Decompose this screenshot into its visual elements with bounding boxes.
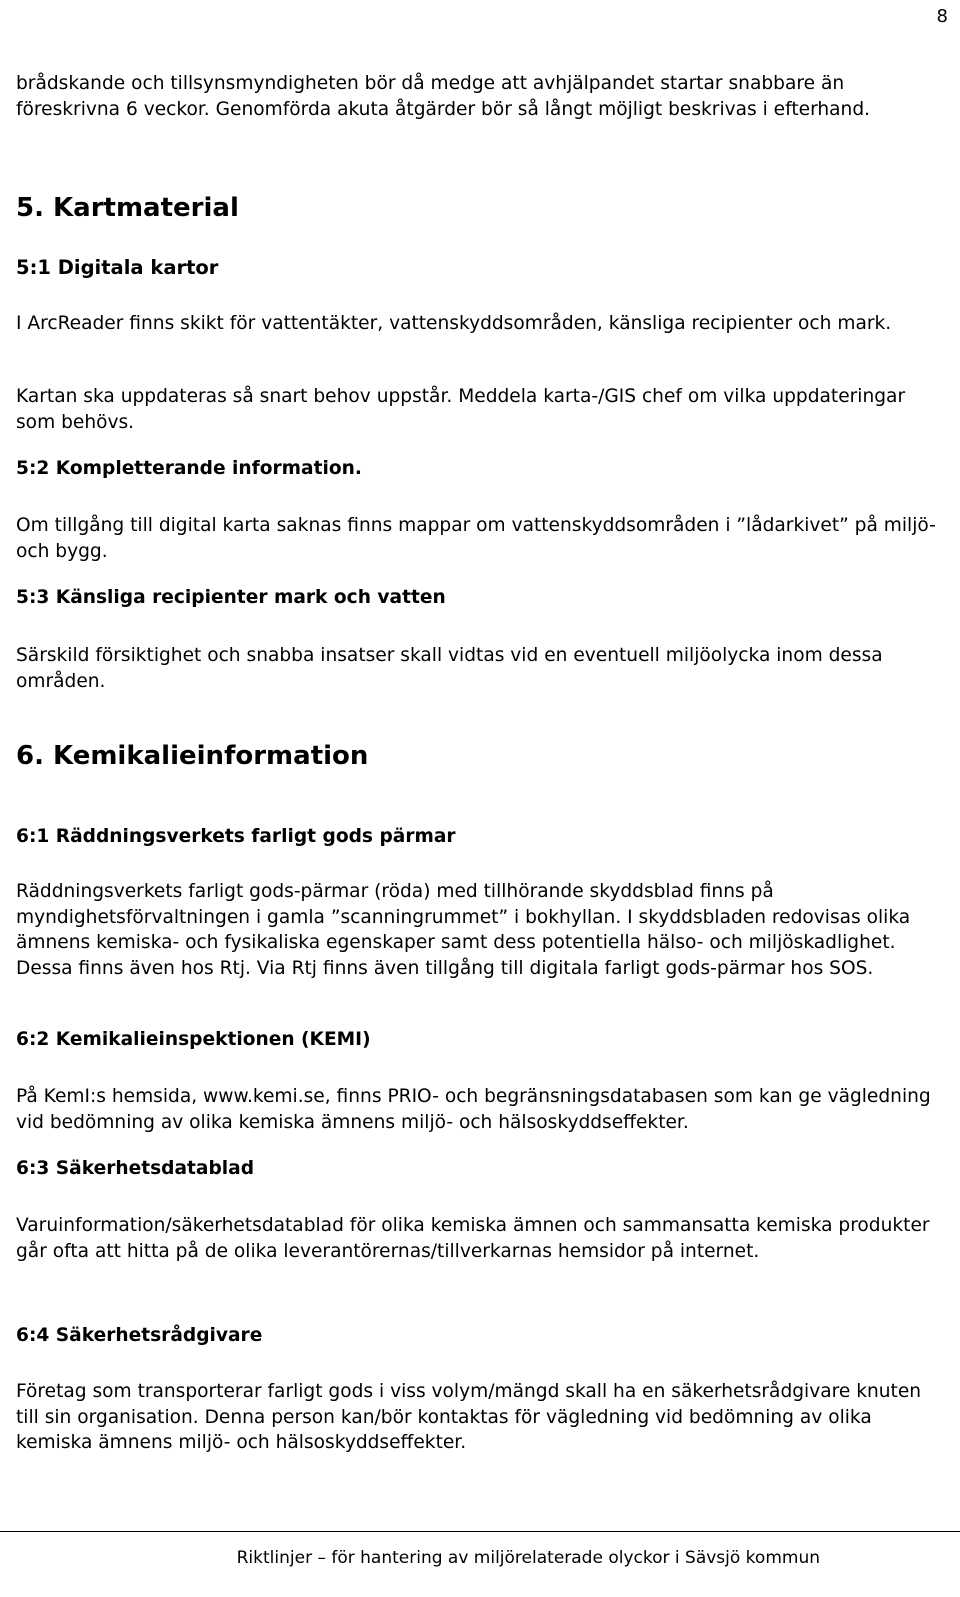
section-5-3-paragraph-1: Särskild försiktighet och snabba insatser skall vidtas vid en eventuell miljöolycka inom dessa områden. bbox=[16, 645, 883, 692]
section-6-4-paragraph-1: Företag som transporterar farligt gods i viss volym/mängd skall ha en säkerhetsrådgivare knuten till sin organisation. Denna person kan/bör kontaktas för vägledning vid bedömning av olika kemiska ämnens miljö- och hälsoskyddseffekter. bbox=[16, 1381, 922, 1453]
section-5-1-paragraph-1: I ArcReader finns skikt för vattentäkter, vattenskyddsområden, känsliga recipienter och mark. bbox=[16, 313, 892, 334]
section-6-2-heading: 6:2 Kemikalieinspektionen (KEMI) bbox=[16, 1029, 371, 1050]
section-5-2-paragraph-1: Om tillgång till digital karta saknas finns mappar om vattenskyddsområden i ”lådarkivet” på miljö- och bygg. bbox=[16, 515, 936, 562]
section-6-1-heading: 6:1 Räddningsverkets farligt gods pärmar bbox=[16, 826, 456, 847]
intro-paragraph: brådskande och tillsynsmyndigheten bör då medge att avhjälpandet startar snabbare än föreskrivna 6 veckor. Genomförda akuta åtgärder bör så långt möjligt beskrivas i efterhand. bbox=[16, 73, 871, 120]
page-number: 8 bbox=[936, 6, 948, 27]
section-6-4-heading: 6:4 Säkerhetsrådgivare bbox=[16, 1325, 263, 1346]
section-6-3-paragraph-1: Varuinformation/säkerhetsdatablad för olika kemiska ämnen och sammansatta kemiska produkter går ofta att hitta på de olika leverantörernas/tillverkarnas hemsidor på internet. bbox=[16, 1215, 930, 1262]
section-6-2-paragraph-1: På KemI:s hemsida, www.kemi.se, finns PRIO- och begränsningsdatabasen som kan ge vägledning vid bedömning av olika kemiska ämnens miljö- och hälsoskyddseffekter. bbox=[16, 1086, 931, 1133]
section-5-3-heading: 5:3 Känsliga recipienter mark och vatten bbox=[16, 587, 446, 608]
section-5-1-paragraph-2: Kartan ska uppdateras så snart behov uppstår. Meddela karta-/GIS chef om vilka uppdateringar som behövs. bbox=[16, 386, 906, 433]
section-6-heading: 6. Kemikalieinformation bbox=[16, 741, 369, 771]
section-5-heading: 5. Kartmaterial bbox=[16, 193, 239, 223]
section-6-1-paragraph-1: Räddningsverkets farligt gods-pärmar (röda) med tillhörande skyddsblad finns på myndighetsförvaltningen i gamla ”scanningrummet” i bokhyllan. I skyddsbladen redovisas olika ämnens kemiska- och fysikaliska egenskaper samt dess potentiella hälso- och miljöskadlighet. Dessa finns även hos Rtj. Via Rtj finns även tillgång till digitala farligt gods-pärmar hos SOS. bbox=[16, 881, 911, 979]
footer-text: Riktlinjer – för hantering av miljörelaterade olyckor i Sävsjö kommun bbox=[236, 1548, 820, 1568]
section-5-2-heading: 5:2 Kompletterande information. bbox=[16, 458, 362, 479]
section-6-3-heading: 6:3 Säkerhetsdatablad bbox=[16, 1158, 255, 1179]
section-5-1-heading: 5:1 Digitala kartor bbox=[16, 256, 219, 279]
footer-divider bbox=[0, 1531, 960, 1532]
